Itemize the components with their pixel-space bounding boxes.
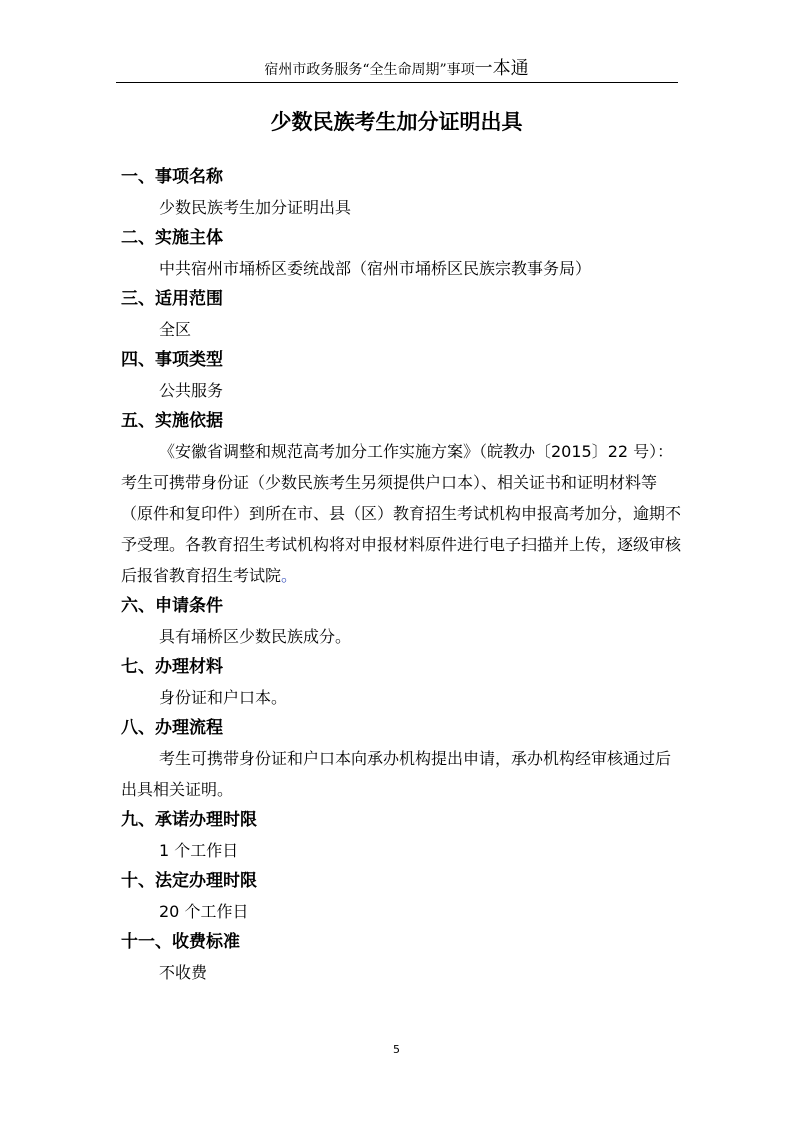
section-text-fees: 不收费 bbox=[159, 963, 208, 982]
legal-basis-period: 。 bbox=[281, 566, 298, 585]
section-heading-legal-time: 十、法定办理时限 bbox=[121, 871, 257, 891]
section-heading-fees: 十一、收费标准 bbox=[121, 932, 240, 952]
section-heading-item-name: 一、事项名称 bbox=[121, 167, 223, 187]
section-text-promised-time: 1 个工作日 bbox=[159, 841, 239, 860]
section-text-implementer: 中共宿州市埇桥区委统战部（宿州市埇桥区民族宗教事务局） bbox=[159, 259, 592, 278]
section-text-legal-basis bbox=[121, 436, 686, 591]
section-text-legal-time: 20 个工作日 bbox=[159, 902, 249, 921]
section-heading-implementer: 二、实施主体 bbox=[121, 228, 223, 248]
header-suffix: 一本通 bbox=[474, 58, 529, 79]
header-rule bbox=[116, 82, 678, 83]
section-text-item-type: 公共服务 bbox=[159, 381, 224, 400]
section-heading-materials: 七、办理材料 bbox=[121, 657, 223, 677]
document-title: 少数民族考生加分证明出具 bbox=[270, 110, 523, 134]
section-heading-process: 八、办理流程 bbox=[121, 718, 223, 738]
page-number: 5 bbox=[393, 1043, 400, 1056]
running-header bbox=[0, 59, 793, 80]
section-heading-legal-basis: 五、实施依据 bbox=[121, 411, 223, 431]
document-body bbox=[121, 162, 686, 988]
section-text-scope: 全区 bbox=[159, 320, 192, 339]
section-heading-conditions: 六、申请条件 bbox=[121, 596, 223, 616]
section-heading-scope: 三、适用范围 bbox=[121, 289, 223, 309]
section-heading-item-type: 四、事项类型 bbox=[121, 350, 223, 370]
header-prefix: 宿州市政务服务“全生命周期”事项 bbox=[264, 62, 475, 78]
section-heading-promised-time: 九、承诺办理时限 bbox=[121, 810, 257, 830]
section-text-conditions: 具有埇桥区少数民族成分。 bbox=[159, 627, 352, 646]
section-text-materials: 身份证和户口本。 bbox=[159, 688, 288, 707]
legal-basis-text: 《安徽省调整和规范高考加分工作实施方案》（皖教办〔2015〕22 号）：考生可携带身份证（少数民族考生另须提供户口本）、相关证书和证明材料等（原件和复印件）到所在市、县（区）教育招生考试机构申报高考加分，逾期不予受理。各教育招生考试机构将对申报材料原件进行电子扫描并上传，逐级审核后报省教育招生考试院 bbox=[121, 442, 682, 585]
section-text-process: 考生可携带身份证和户口本向承办机构提出申请，承办机构经审核通过后出具相关证明。 bbox=[121, 749, 672, 799]
section-text-item-name: 少数民族考生加分证明出具 bbox=[159, 198, 352, 217]
